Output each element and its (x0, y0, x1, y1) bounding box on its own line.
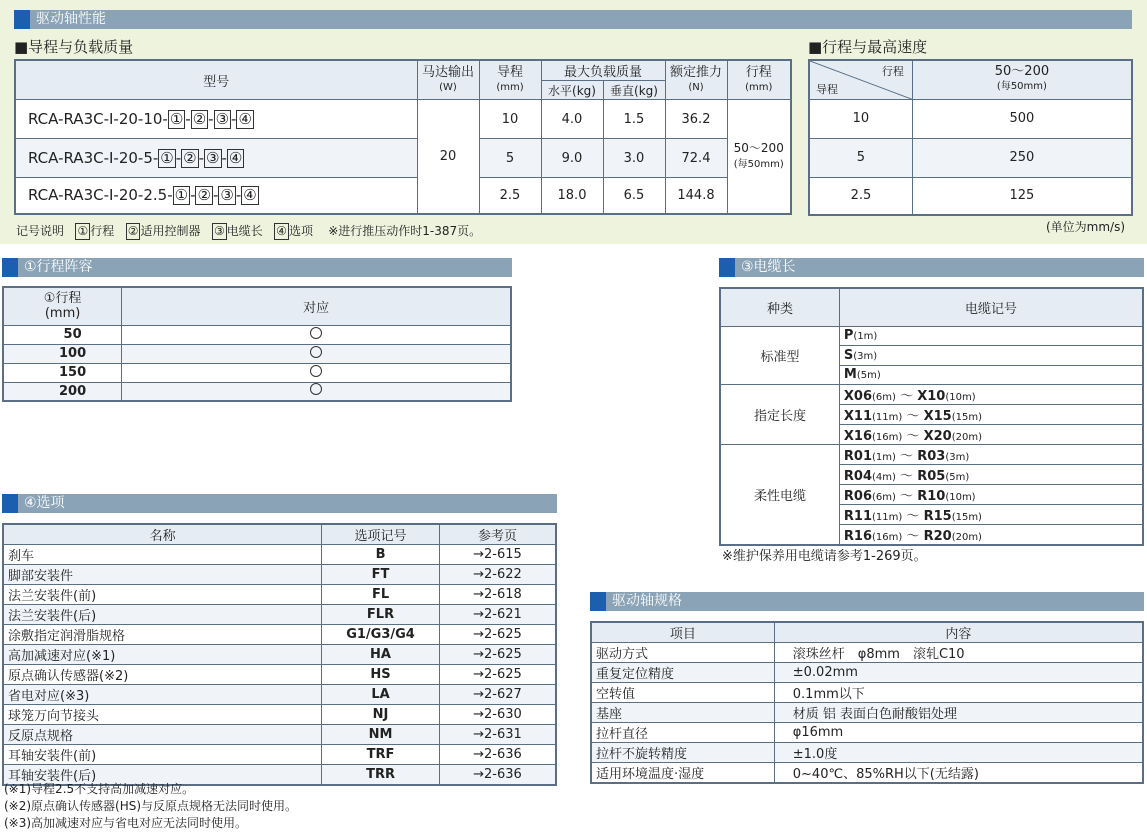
table-row (3, 605, 556, 625)
note-3: (※3)高加减速对应与省电对应无法同时使用。 (4, 816, 248, 830)
option-page: →2-618 (439, 585, 556, 605)
circle-icon (310, 383, 322, 395)
stroke-value: 200 (3, 382, 122, 401)
header-support: 对应 (122, 287, 511, 325)
spec-content: ±1.0度 (774, 743, 1143, 763)
option-code: FL (322, 585, 440, 605)
header-max-load: 最大负载质量 (541, 60, 665, 81)
table-row (591, 663, 1143, 683)
header-code: 电缆记号 (839, 288, 1143, 326)
cable-item: R04(4m) ～ R05(5m) (839, 465, 1143, 485)
option-name: 法兰安装件(前) (3, 585, 322, 605)
cable-note: ※维护保养用电缆请参考1-269页。 (722, 549, 927, 564)
header-horizontal: 水平(kg) (541, 81, 603, 100)
table-row (3, 565, 556, 585)
option-name: 反原点规格 (3, 725, 322, 745)
header-code: 选项记号 (322, 524, 440, 545)
vertical-value: 6.5 (603, 178, 665, 214)
options-notes (4, 781, 297, 832)
header-vertical: 垂直(kg) (603, 81, 665, 100)
thrust-value: 72.4 (665, 139, 727, 178)
stroke-value: 50 (3, 325, 122, 344)
option-page: →2-625 (439, 625, 556, 645)
spec-item: 基座 (591, 703, 774, 723)
vertical-value: 3.0 (603, 139, 665, 178)
spec-content: 材质 铝 表面白色耐酸铝处理 (774, 703, 1143, 723)
table-row (591, 763, 1143, 784)
support-mark (122, 363, 511, 382)
header-content: 内容 (774, 622, 1143, 643)
cable-item: R16(16m) ～ R20(20m) (839, 525, 1143, 546)
thrust-value: 36.2 (665, 100, 727, 139)
option-name: 原点确认传感器(※2) (3, 665, 322, 685)
spec-item: 拉杆不旋转精度 (591, 743, 774, 763)
circle-icon (310, 365, 322, 377)
spec-content: 0~40℃、85%RH以下(无结露) (774, 763, 1143, 784)
option-code: FT (322, 565, 440, 585)
option-page: →2-631 (439, 725, 556, 745)
header-stroke: 行程 (mm) (727, 60, 791, 100)
speed-table (808, 59, 1133, 216)
table-row (3, 645, 556, 665)
table-row (3, 545, 556, 565)
vertical-value: 1.5 (603, 100, 665, 139)
option-name: 耳轴安装件(前) (3, 745, 322, 765)
option-page: →2-630 (439, 705, 556, 725)
table-row (809, 99, 1132, 138)
spec-item: 驱动方式 (591, 643, 774, 663)
option-code: B (322, 545, 440, 565)
header-lead: 导程 (mm) (479, 60, 541, 100)
speed-subtitle: ■行程与最高速度 (808, 38, 928, 56)
spec-item: 拉杆直径 (591, 723, 774, 743)
table-row (3, 665, 556, 685)
table-row (591, 643, 1143, 663)
lead-load-subtitle: ■导程与负载质量 (14, 38, 134, 56)
cable-type: 柔性电缆 (720, 445, 839, 546)
option-page: →2-636 (439, 745, 556, 765)
speed-lead: 10 (809, 99, 912, 138)
table-row (3, 685, 556, 705)
legend: 记号说明 ① 行程 ② 适用控制器 ③ 电缆长 ④ 选项 ※进行推压动作时1-387页。 (16, 224, 482, 238)
option-code: NM (322, 725, 440, 745)
table-row (3, 585, 556, 605)
cable-table (719, 287, 1144, 546)
header-stroke: ①行程 (mm) (3, 287, 122, 325)
section-title-options: ④选项 (2, 494, 557, 513)
table-row (3, 725, 556, 745)
lead-value: 5 (479, 139, 541, 178)
cable-type: 指定长度 (720, 385, 839, 445)
table-row (15, 100, 791, 139)
table-row (809, 138, 1132, 177)
option-code: LA (322, 685, 440, 705)
speed-value: 250 (912, 138, 1132, 177)
table-row (3, 745, 556, 765)
option-name: 脚部安装件 (3, 565, 322, 585)
lead-load-table (14, 59, 792, 215)
cable-item: X06(6m) ～ X10(10m) (839, 385, 1143, 405)
cable-item: P(1m) (839, 326, 1143, 346)
stroke-value: 50～200 (每50mm) (727, 100, 791, 214)
option-page: →2-625 (439, 645, 556, 665)
table-row (3, 363, 511, 382)
spec-item: 重复定位精度 (591, 663, 774, 683)
spec-table (590, 621, 1144, 784)
table-row (3, 705, 556, 725)
section-title-cable-length: ③电缆长 (719, 258, 1144, 277)
cable-item: S(3m) (839, 346, 1143, 366)
option-name: 省电对应(※3) (3, 685, 322, 705)
option-code: FLR (322, 605, 440, 625)
section-title-stroke-lineup: ①行程阵容 (2, 258, 512, 277)
option-name: 涂敷指定润滑脂规格 (3, 625, 322, 645)
option-code: TRF (322, 745, 440, 765)
option-code: TRR (322, 765, 440, 786)
table-row (809, 177, 1132, 215)
header-type: 种类 (720, 288, 839, 326)
support-mark (122, 382, 511, 401)
option-page: →2-627 (439, 685, 556, 705)
option-code: NJ (322, 705, 440, 725)
table-row (591, 743, 1143, 763)
speed-unit-note: (单位为mm/s) (1046, 220, 1126, 234)
spec-content: 0.1mm以下 (774, 683, 1143, 703)
circle-icon (310, 327, 322, 339)
option-page: →2-621 (439, 605, 556, 625)
horizontal-value: 4.0 (541, 100, 603, 139)
header-motor: 马达输出 (W) (417, 60, 479, 100)
header-name: 名称 (3, 524, 322, 545)
note-2: (※2)原点确认传感器(HS)与反原点规格无法同时使用。 (4, 799, 298, 813)
option-name: 耳轴安装件(后) (3, 765, 322, 786)
model-cell: RCA-RA3C-I-20-2.5- ① - ② - ③ - ④ (15, 178, 417, 214)
table-row (3, 625, 556, 645)
model-cell: RCA-RA3C-I-20-5- ① - ② - ③ - ④ (15, 139, 417, 178)
speed-value: 125 (912, 177, 1132, 215)
model-cell: RCA-RA3C-I-20-10- ① - ② - ③ - ④ (15, 100, 417, 139)
table-row (15, 139, 791, 178)
section-title-spec: 驱动轴规格 (590, 592, 1144, 611)
lead-value: 2.5 (479, 178, 541, 214)
table-row (591, 703, 1143, 723)
stroke-value: 150 (3, 363, 122, 382)
option-page: →2-636 (439, 765, 556, 786)
stroke-lineup-table (2, 286, 512, 402)
speed-stroke-header: 50～200 (每50mm) (912, 60, 1132, 99)
cable-item: X16(16m) ～ X20(20m) (839, 425, 1143, 445)
option-name: 刹车 (3, 545, 322, 565)
header-thrust: 额定推力 (N) (665, 60, 727, 100)
support-mark (122, 344, 511, 363)
motor-value: 20 (417, 100, 479, 214)
table-row (3, 344, 511, 363)
table-row (3, 325, 511, 344)
note-1: (※1)导程2.5不支持高加减速对应。 (4, 782, 195, 796)
option-name: 高加减速对应(※1) (3, 645, 322, 665)
support-mark (122, 325, 511, 344)
cable-item: R01(1m) ～ R03(3m) (839, 445, 1143, 465)
lead-value: 10 (479, 100, 541, 139)
table-row (15, 178, 791, 214)
option-page: →2-625 (439, 665, 556, 685)
cable-item: X11(11m) ～ X15(15m) (839, 405, 1143, 425)
option-code: G1/G3/G4 (322, 625, 440, 645)
option-code: HA (322, 645, 440, 665)
speed-value: 500 (912, 99, 1132, 138)
table-row (3, 382, 511, 401)
spec-item: 适用环境温度·湿度 (591, 763, 774, 784)
option-name: 球笼万向节接头 (3, 705, 322, 725)
option-page: →2-622 (439, 565, 556, 585)
spec-content: ±0.02mm (774, 663, 1143, 683)
speed-lead: 2.5 (809, 177, 912, 215)
header-item: 项目 (591, 622, 774, 643)
cable-item: R06(6m) ～ R10(10m) (839, 485, 1143, 505)
header-page: 参考页 (439, 524, 556, 545)
spec-item: 空转值 (591, 683, 774, 703)
cable-item: R11(11m) ～ R15(15m) (839, 505, 1143, 525)
option-page: →2-615 (439, 545, 556, 565)
cable-item: M(5m) (839, 365, 1143, 385)
spec-content: 滚珠丝杆 φ8mm 滚轧C10 (774, 643, 1143, 663)
option-name: 法兰安装件(后) (3, 605, 322, 625)
stroke-value: 100 (3, 344, 122, 363)
spec-content: φ16mm (774, 723, 1143, 743)
cable-type: 标准型 (720, 326, 839, 385)
horizontal-value: 9.0 (541, 139, 603, 178)
speed-lead: 5 (809, 138, 912, 177)
option-code: HS (322, 665, 440, 685)
section-title-drive-performance: 驱动轴性能 (14, 10, 1132, 29)
circle-icon (310, 346, 322, 358)
table-row (591, 683, 1143, 703)
speed-corner: 行程 导程 (809, 60, 912, 99)
table-row (591, 723, 1143, 743)
thrust-value: 144.8 (665, 178, 727, 214)
horizontal-value: 18.0 (541, 178, 603, 214)
options-table (2, 523, 557, 786)
header-model: 型号 (15, 60, 417, 100)
